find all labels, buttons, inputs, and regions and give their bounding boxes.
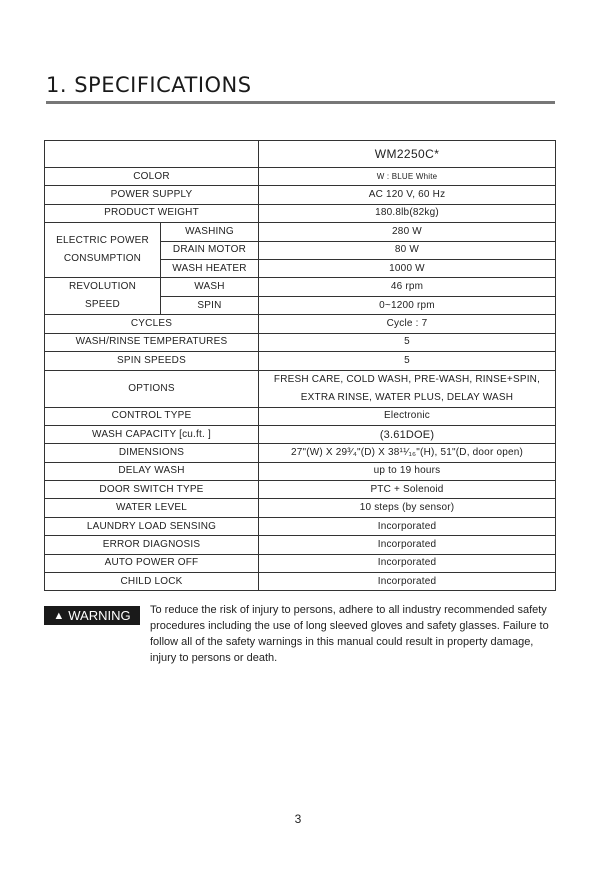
spec-label: LAUNDRY LOAD SENSING bbox=[45, 517, 259, 535]
spec-sublabel: DRAIN MOTOR bbox=[161, 241, 259, 259]
warning-badge-label: WARNING bbox=[68, 608, 131, 623]
spec-label: CYCLES bbox=[45, 315, 259, 333]
table-row bbox=[45, 481, 556, 499]
warning-triangle-icon: ▲ bbox=[53, 609, 65, 622]
table-row bbox=[45, 223, 556, 241]
header-blank-cell bbox=[45, 141, 259, 168]
spec-label: COLOR bbox=[45, 168, 259, 186]
table-row bbox=[45, 499, 556, 517]
table-row bbox=[45, 536, 556, 554]
spec-value: 10 steps (by sensor) bbox=[259, 499, 556, 517]
spec-label: DELAY WASH bbox=[45, 462, 259, 480]
table-row bbox=[45, 425, 556, 443]
warning-badge bbox=[44, 606, 140, 625]
spec-value: W : BLUE White bbox=[259, 168, 556, 186]
options-line-2: EXTRA RINSE, WATER PLUS, DELAY WASH bbox=[300, 391, 514, 403]
table-row bbox=[45, 407, 556, 425]
spec-value: up to 19 hours bbox=[259, 462, 556, 480]
spec-sublabel: SPIN bbox=[161, 296, 259, 315]
spec-value: 5 bbox=[259, 352, 556, 370]
table-row bbox=[45, 333, 556, 351]
spec-label: ERROR DIAGNOSIS bbox=[45, 536, 259, 554]
table-row bbox=[45, 554, 556, 572]
spec-value: Incorporated bbox=[259, 554, 556, 572]
spec-value: 5 bbox=[259, 333, 556, 351]
spec-value: 280 W bbox=[259, 223, 556, 241]
spec-sublabel: WASH bbox=[161, 278, 259, 297]
table-row bbox=[45, 444, 556, 462]
spec-value: Cycle : 7 bbox=[259, 315, 556, 333]
spec-value bbox=[259, 370, 556, 407]
spec-value: 46 rpm bbox=[259, 278, 556, 297]
spec-value: Incorporated bbox=[259, 536, 556, 554]
table-row bbox=[45, 186, 556, 204]
spec-value: Incorporated bbox=[259, 517, 556, 535]
page-number: 3 bbox=[294, 812, 302, 826]
options-line-1: FRESH CARE, COLD WASH, PRE-WASH, RINSE+SPIN, bbox=[273, 373, 541, 385]
spec-label: CONTROL TYPE bbox=[45, 407, 259, 425]
model-number: WM2250C* bbox=[259, 141, 556, 168]
spec-label: OPTIONS bbox=[45, 370, 259, 407]
table-row bbox=[45, 315, 556, 333]
spec-label: WASH CAPACITY [cu.ft. ] bbox=[45, 425, 259, 443]
spec-value: 80 W bbox=[259, 241, 556, 259]
spec-value: 180.8lb(82kg) bbox=[259, 204, 556, 222]
table-row bbox=[45, 278, 556, 297]
spec-label: AUTO POWER OFF bbox=[45, 554, 259, 572]
spec-label: WATER LEVEL bbox=[45, 499, 259, 517]
table-row bbox=[45, 462, 556, 480]
spec-value: AC 120 V, 60 Hz bbox=[259, 186, 556, 204]
table-header-row bbox=[45, 141, 556, 168]
spec-label: DIMENSIONS bbox=[45, 444, 259, 462]
spec-label: SPIN SPEEDS bbox=[45, 352, 259, 370]
spec-label: WASH/RINSE TEMPERATURES bbox=[45, 333, 259, 351]
warning-text: To reduce the risk of injury to persons, adhere to all industry recommended safety procedures including the use of long sleeved gloves and safety glasses. Failure to follow all of the safety warnings in this manual could result in property damage, injury to persons or death. bbox=[150, 604, 549, 664]
spec-label: PRODUCT WEIGHT bbox=[45, 204, 259, 222]
spec-value: 0~1200 rpm bbox=[259, 296, 556, 315]
spec-value: (3.61DOE) bbox=[259, 425, 556, 443]
spec-value: 1000 W bbox=[259, 259, 556, 277]
spec-group-label: REVOLUTION SPEED bbox=[45, 278, 161, 315]
spec-value: PTC + Solenoid bbox=[259, 481, 556, 499]
table-row bbox=[45, 352, 556, 370]
spec-value: Electronic bbox=[259, 407, 556, 425]
table-row bbox=[45, 168, 556, 186]
spec-label: DOOR SWITCH TYPE bbox=[45, 481, 259, 499]
table-row bbox=[45, 517, 556, 535]
table-row bbox=[45, 573, 556, 591]
spec-sublabel: WASH HEATER bbox=[161, 259, 259, 277]
spec-value: 27"(W) X 29³⁄₄"(D) X 38¹¹⁄₁₆"(H), 51"(D, door open) bbox=[259, 444, 556, 462]
spec-sublabel: WASHING bbox=[161, 223, 259, 241]
spec-value: Incorporated bbox=[259, 573, 556, 591]
page-title: 1. SPECIFICATIONS bbox=[46, 73, 252, 97]
table-row bbox=[45, 370, 556, 407]
table-row bbox=[45, 204, 556, 222]
spec-group-label: ELECTRIC POWER CONSUMPTION bbox=[45, 223, 161, 278]
spec-label: CHILD LOCK bbox=[45, 573, 259, 591]
specifications-table bbox=[44, 140, 556, 591]
title-divider bbox=[46, 101, 555, 104]
spec-label: POWER SUPPLY bbox=[45, 186, 259, 204]
